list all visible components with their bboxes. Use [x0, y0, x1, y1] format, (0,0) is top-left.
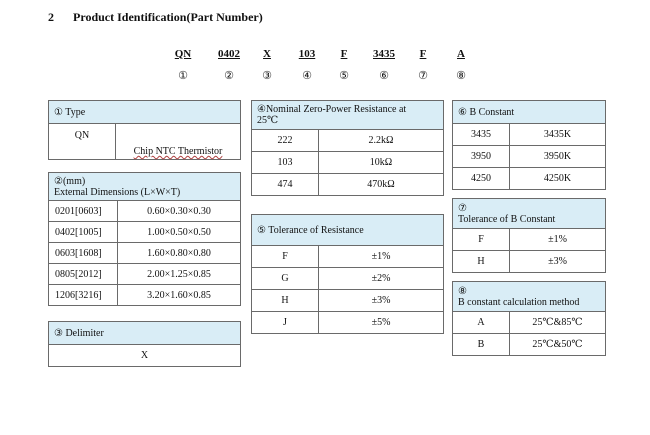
resistance-value: 470kΩ — [319, 174, 444, 196]
pn-index: ⑥ — [379, 70, 389, 82]
pn-index: ⑤ — [339, 70, 349, 82]
pn-index: ⑦ — [418, 70, 428, 82]
b-tolerance-value: ±1% — [510, 229, 606, 251]
delimiter-table — [48, 321, 241, 367]
b-tolerance-header-line2: Tolerance of B Constant — [458, 213, 556, 225]
tolerance-code: G — [252, 268, 319, 290]
resistance-code: 474 — [252, 174, 319, 196]
delimiter-table-header: ③ Delimiter — [49, 322, 241, 345]
dimension-value: 2.00×1.25×0.85 — [118, 264, 241, 285]
pn-code-tolerance: F — [340, 48, 348, 60]
b-tolerance-table — [452, 198, 606, 273]
b-tolerance-value: ±3% — [510, 251, 606, 273]
resistance-value: 10kΩ — [319, 152, 444, 174]
b-method-code: A — [453, 312, 510, 334]
resistance-code: 103 — [252, 152, 319, 174]
tolerance-table-header: ⑤ Tolerance of Resistance — [252, 215, 444, 246]
dimensions-table — [48, 172, 241, 306]
pn-code-bconstant: 3435 — [373, 48, 395, 60]
b-method-header-line2: B constant calculation method — [458, 296, 580, 308]
tolerance-value: ±2% — [319, 268, 444, 290]
pn-index: ④ — [302, 70, 312, 82]
b-constant-value: 3950K — [510, 146, 606, 168]
b-constant-code: 3435 — [453, 124, 510, 146]
pn-index: ① — [178, 70, 188, 82]
tolerance-table — [251, 214, 444, 334]
b-constant-table — [452, 100, 606, 190]
dimension-value: 1.00×0.50×0.50 — [118, 222, 241, 243]
resistance-header-line1: ④Nominal Zero-Power Resistance at — [257, 104, 407, 115]
b-method-value: 25℃&85℃ — [510, 312, 606, 334]
pn-index: ⑧ — [456, 70, 466, 82]
dimension-code: 0603[1608] — [49, 243, 118, 264]
b-constant-table-header: ⑥ B Constant — [453, 101, 606, 124]
section-number: 2 — [48, 10, 54, 24]
section-heading — [48, 10, 263, 25]
dimensions-header-line2: External Dimensions (L×W×T) — [54, 186, 181, 198]
tolerance-code: F — [252, 246, 319, 268]
tolerance-code: H — [252, 290, 319, 312]
b-constant-code: 4250 — [453, 168, 510, 190]
dimensions-header-line1: ②(mm) — [54, 175, 86, 187]
delimiter-value: X — [49, 345, 241, 367]
b-method-table — [452, 281, 606, 356]
b-tolerance-table-header — [453, 199, 606, 229]
b-constant-value: 4250K — [510, 168, 606, 190]
pn-index: ② — [224, 70, 234, 82]
tolerance-value: ±3% — [319, 290, 444, 312]
pn-code-btolerance: F — [419, 48, 427, 60]
b-constant-value: 3435K — [510, 124, 606, 146]
tolerance-value: ±1% — [319, 246, 444, 268]
dimension-code: 0805[2012] — [49, 264, 118, 285]
type-table-header: ① Type — [49, 101, 241, 124]
dimension-code: 0402[1005] — [49, 222, 118, 243]
type-description-text: Chip NTC Thermistor — [133, 146, 223, 157]
section-title: Product Identification(Part Number) — [73, 10, 263, 24]
b-tolerance-code: F — [453, 229, 510, 251]
b-method-header-line1: ⑧ — [458, 285, 467, 297]
resistance-header-line2: 25℃ — [257, 115, 279, 126]
pn-code-resistance: 103 — [298, 48, 316, 60]
b-method-value: 25℃&50℃ — [510, 334, 606, 356]
b-tolerance-code: H — [453, 251, 510, 273]
type-table — [48, 100, 241, 160]
dimensions-table-header — [49, 173, 241, 201]
dimension-code: 1206[3216] — [49, 285, 118, 306]
resistance-value: 2.2kΩ — [319, 130, 444, 152]
tolerance-code: J — [252, 312, 319, 334]
pn-index: ③ — [262, 70, 272, 82]
type-code: QN — [49, 124, 116, 160]
b-method-code: B — [453, 334, 510, 356]
tolerance-value: ±5% — [319, 312, 444, 334]
b-tolerance-header-line1: ⑦ — [458, 202, 467, 214]
resistance-code: 222 — [252, 130, 319, 152]
dimension-code: 0201[0603] — [49, 201, 118, 222]
dimension-value: 3.20×1.60×0.85 — [118, 285, 241, 306]
b-method-table-header — [453, 282, 606, 312]
dimension-value: 0.60×0.30×0.30 — [118, 201, 241, 222]
pn-code-bmethod: A — [457, 48, 465, 60]
pn-code-delimiter: X — [263, 48, 271, 60]
resistance-table-header — [252, 101, 444, 130]
pn-code-dimension: 0402 — [218, 48, 240, 60]
resistance-table — [251, 100, 444, 196]
b-constant-code: 3950 — [453, 146, 510, 168]
dimension-value: 1.60×0.80×0.80 — [118, 243, 241, 264]
pn-code-type: QN — [174, 48, 192, 60]
type-description — [116, 124, 241, 160]
